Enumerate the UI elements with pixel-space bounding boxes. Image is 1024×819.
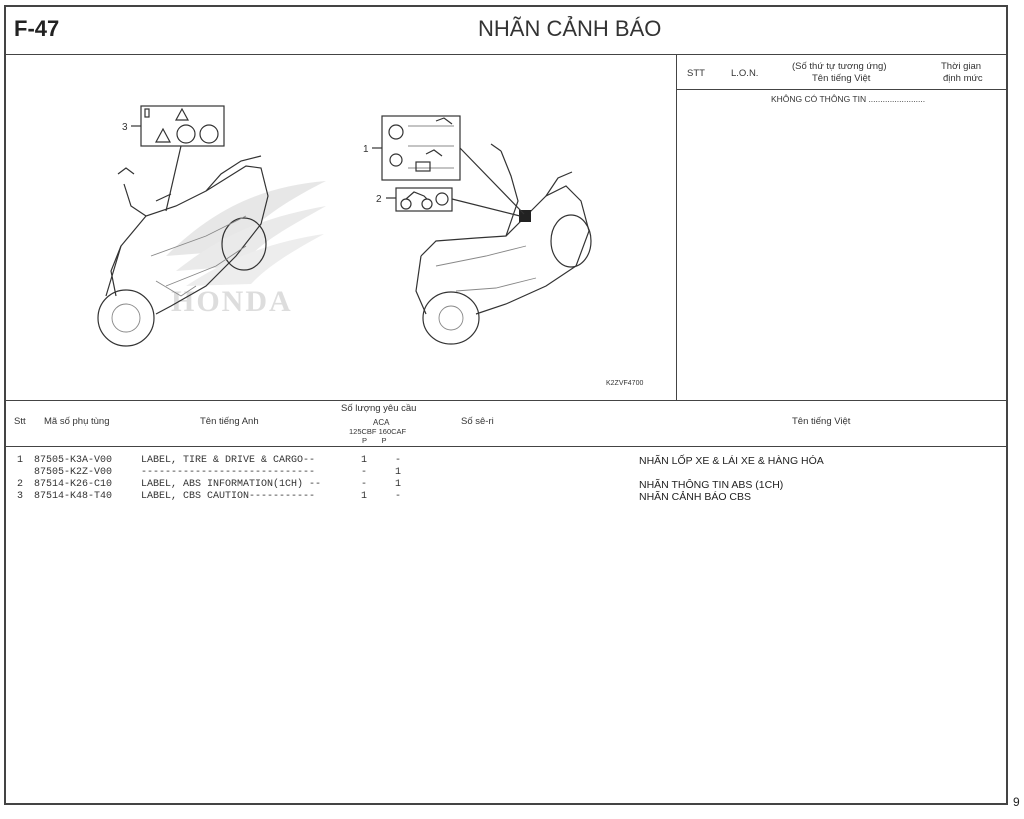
right-table-header-divider (676, 89, 1008, 90)
row-qty-1: 1 (361, 491, 368, 502)
row-qty-2: 1 (395, 479, 402, 490)
no-info-text: KHÔNG CÓ THÔNG TIN ........................ (771, 94, 926, 104)
callout-3: 3 (122, 122, 128, 133)
parts-col-p-labels: P P (362, 436, 387, 445)
right-col-time-2: định mức (943, 73, 983, 84)
row-name-en: ----------------------------- (141, 467, 316, 478)
parts-illustration (6, 56, 674, 399)
page-title: NHÃN CẢNH BÁO (478, 16, 662, 41)
header-divider (4, 54, 1008, 55)
right-col-stt: STT (687, 68, 705, 79)
row-part-no: 87514-K26-C10 (34, 479, 113, 490)
honda-watermark-text: HONDA (171, 285, 293, 318)
page-code: F-47 (14, 16, 60, 41)
parts-col-name-vi: Tên tiếng Việt (792, 416, 851, 427)
row-name-en: LABEL, ABS INFORMATION(1CH) -- (141, 479, 322, 490)
row-qty-2: - (395, 455, 402, 466)
parts-col-stt: Stt (14, 416, 26, 427)
row-name-vi: NHÃN LỐP XE & LÁI XE & HÀNG HÓA (639, 455, 824, 467)
figure-bottom-divider (4, 400, 1008, 401)
page-number: 9 (1013, 795, 1020, 809)
figure-divider (676, 54, 677, 400)
parts-col-part-no: Mã số phụ tùng (44, 416, 110, 427)
row-part-no: 87505-K2Z-V00 (34, 467, 113, 478)
right-col-time-1: Thời gian (941, 61, 982, 72)
label-1-drawing (382, 116, 460, 180)
row-name-en: LABEL, TIRE & DRIVE & CARGO-- (141, 455, 316, 466)
right-col-desc-2: Tên tiếng Việt (812, 73, 871, 84)
label-3-drawing (141, 106, 224, 146)
row-part-no: 87505-K3A-V00 (34, 455, 113, 466)
right-col-desc-1: (Số thứ tự tương ứng) (792, 61, 887, 72)
parts-col-serial: Số sê-ri (461, 416, 494, 427)
row-stt: 3 (17, 491, 24, 502)
row-stt: 2 (17, 479, 24, 490)
row-part-no: 87514-K48-T40 (34, 491, 113, 502)
scooter-right-drawing (416, 144, 591, 344)
row-qty-1: 1 (361, 455, 368, 466)
row-qty-2: - (395, 491, 402, 502)
row-qty-1: - (361, 479, 368, 490)
parts-col-qty: Số lượng yêu cầu (341, 403, 417, 414)
parts-col-models: 125CBF 160CAF (349, 427, 407, 436)
row-name-en: LABEL, CBS CAUTION----------- (141, 491, 316, 502)
figure-code: K2ZVF4700 (606, 380, 644, 387)
parts-header-divider (4, 446, 1008, 447)
parts-col-name-en: Tên tiếng Anh (200, 416, 259, 427)
right-col-lon: L.O.N. (731, 68, 759, 79)
row-qty-2: 1 (395, 467, 402, 478)
row-qty-1: - (361, 467, 368, 478)
row-name-vi: NHÃN CẢNH BÁO CBS (639, 491, 752, 503)
row-stt: 1 (17, 455, 24, 466)
row-name-vi: NHÃN THÔNG TIN ABS (1CH) (639, 479, 784, 491)
callout-1: 1 (363, 144, 369, 155)
callout-2: 2 (376, 194, 382, 205)
parts-col-aca: ACA (373, 418, 390, 427)
label-2-drawing (396, 188, 452, 211)
